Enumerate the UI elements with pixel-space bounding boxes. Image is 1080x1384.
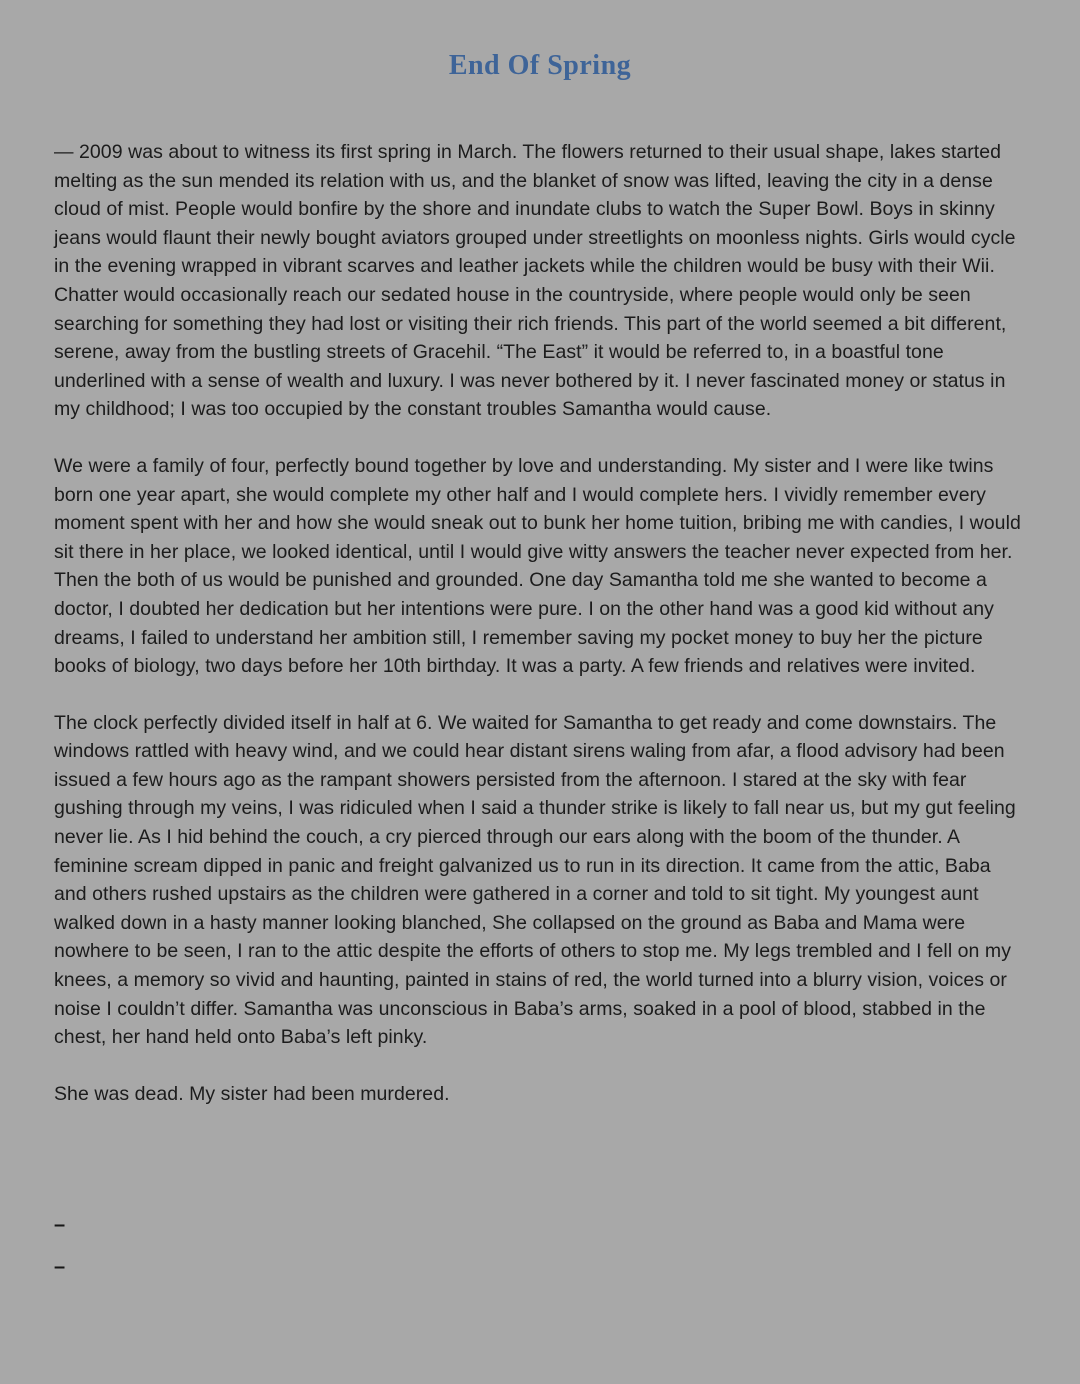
trailing-marks: [54, 1204, 1026, 1288]
trailing-dash-2: –: [54, 1256, 66, 1279]
trailing-dash-1: –: [54, 1214, 66, 1237]
story-paragraph-1: — 2009 was about to witness its first spring in March. The flowers returned to their usual shape, lakes started melting as the sun mended its relation with us, and the blanket of snow was lifted, leaving the city in a dense cloud of mist. People would bonfire by the shore and inundate clubs to watch the Super Bowl. Boys in skinny jeans would flaunt their newly bought aviators grouped under streetlights on moonless nights. Girls would cycle in the evening wrapped in vibrant scarves and leather jackets while the children would be busy with their Wii. Chatter would occasionally reach our sedated house in the countryside, where people would only be seen searching for something they had lost or visiting their rich friends. This part of the world seemed a bit different, serene, away from the bustling streets of Gracehil. “The East” it would be referred to, in a boastful tone underlined with a sense of wealth and luxury. I was never bothered by it. I never fascinated money or status in my childhood; I was too occupied by the constant troubles Samantha would cause.: [54, 141, 1016, 421]
page-title: End Of Spring: [448, 50, 632, 81]
story-paragraph-3: The clock perfectly divided itself in half at 6. We waited for Samantha to get ready and come downstairs. The windows rattled with heavy wind, and we could hear distant sirens waling from afar, a flood advisory had been issued a few hours ago as the rampant showers persisted from the afternoon. I stared at the sky with fear gushing through my veins, I was ridiculed when I said a thunder strike is likely to fall near us, but my gut feeling never lie. As I hid behind the couch, a cry pierced through our ears along with the boom of the thunder. A feminine scream dipped in panic and freight galvanized us to run in its direction. It came from the attic, Baba and others rushed upstairs as the children were gathered in a corner and told to sit tight. My youngest aunt walked down in a hasty manner looking blanched, She collapsed on the ground as Baba and Mama were nowhere to be seen, I ran to the attic despite the efforts of others to stop me. My legs trembled and I fell on my knees, a memory so vivid and haunting, painted in stains of red, the world turned into a blurry vision, voices or noise I couldn’t differ. Samantha was unconscious in Baba’s arms, soaked in a pool of blood, stabbed in the chest, her hand held onto Baba’s left pinky.: [54, 711, 1016, 1049]
story-body: [54, 138, 1026, 1108]
story-paragraph-2: We were a family of four, perfectly bound together by love and understanding. My sister and I were like twins born one year apart, she would complete my other half and I would complete hers. I vividly remember every moment spent with her and how she would sneak out to bunk her home tuition, bribing me with candies, I would sit there in her place, we looked identical, until I would give witty answers the teacher never expected from her. Then the both of us would be punished and grounded. One day Samantha told me she wanted to become a doctor, I doubted her dedication but her intentions were pure. I on the other hand was a good kid without any dreams, I failed to understand her ambition still, I remember saving my pocket money to buy her the picture books of biology, two days before her 10th birthday. It was a party. A few friends and relatives were invited.: [54, 454, 1021, 678]
story-paragraph-4: She was dead. My sister had been murdered.: [54, 1082, 450, 1105]
